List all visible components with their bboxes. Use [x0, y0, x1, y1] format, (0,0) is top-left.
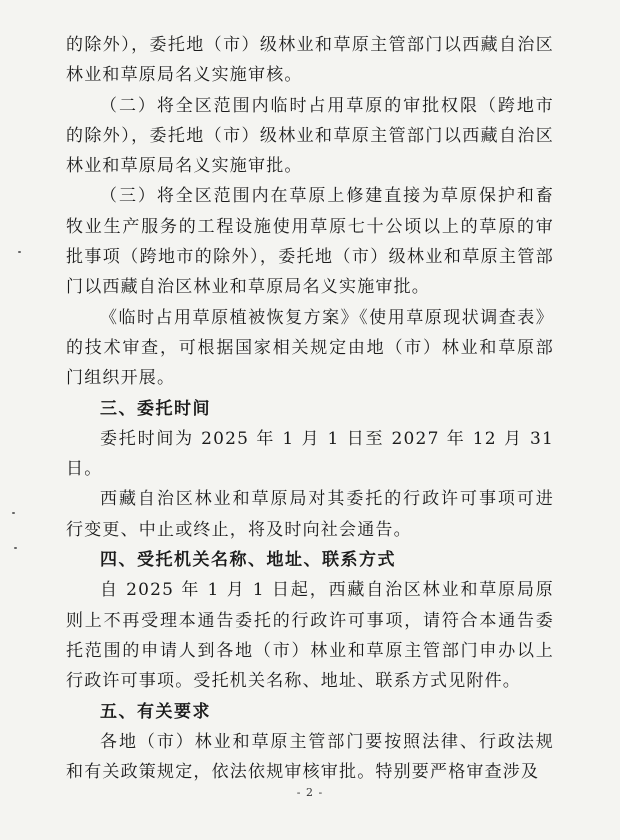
document-body — [66, 30, 554, 787]
section-heading-delegation-time: 三、委托时间 — [100, 398, 211, 419]
paragraph-technical-review: 《临时占用草原植被恢复方案》《使用草原现状调查表》的技术审查，可根据国家相关规定由地（市）林业和草原部门组织开展。 — [66, 307, 554, 389]
paragraph-item-two: （二）将全区范围内临时占用草原的审批权限（跨地市的除外），委托地（市）级林业和草原主管部门以西藏自治区林业和草原局名义实施审批。 — [66, 95, 554, 177]
paragraph-requirements: 各地（市）林业和草原主管部门要按照法律、行政法规和有关政策规定，依法依规审核审批。特别要严格审查涉及 — [66, 731, 554, 783]
page-number: - 2 - — [296, 786, 324, 799]
paragraph-acceptance: 自 2025 年 1 月 1 日起，西藏自治区林业和草原局原则上不再受理本通告委托的行政许可事项，请符合本通告委托范围的申请人到各地（市）林业和草原主管部门申办以上行政许可事项。受托机关名称、地址、联系方式见附件。 — [66, 580, 554, 692]
scan-speck — [14, 547, 17, 549]
paragraph-item-three: （三）将全区范围内在草原上修建直接为草原保护和畜牧业生产服务的工程设施使用草原七十公顷以上的草原的审批事项（跨地市的除外），委托地（市）级林业和草原主管部门以西藏自治区林业和草原局名义实施审批。 — [66, 186, 554, 298]
paragraph-delegation-period: 委托时间为 2025 年 1 月 1 日至 2027 年 12 月 31 日。 — [66, 428, 554, 480]
section-heading-requirements: 五、有关要求 — [100, 701, 211, 722]
scan-speck — [18, 251, 21, 253]
scan-speck — [12, 512, 15, 514]
section-heading-contact-info: 四、受托机关名称、地址、联系方式 — [100, 550, 396, 571]
paragraph-change-notice: 西藏自治区林业和草原局对其委托的行政许可事项可进行变更、中止或终止，将及时向社会通告。 — [66, 489, 554, 540]
paragraph-continuation: 的除外），委托地（市）级林业和草原主管部门以西藏自治区林业和草原局名义实施审核。 — [66, 35, 554, 86]
